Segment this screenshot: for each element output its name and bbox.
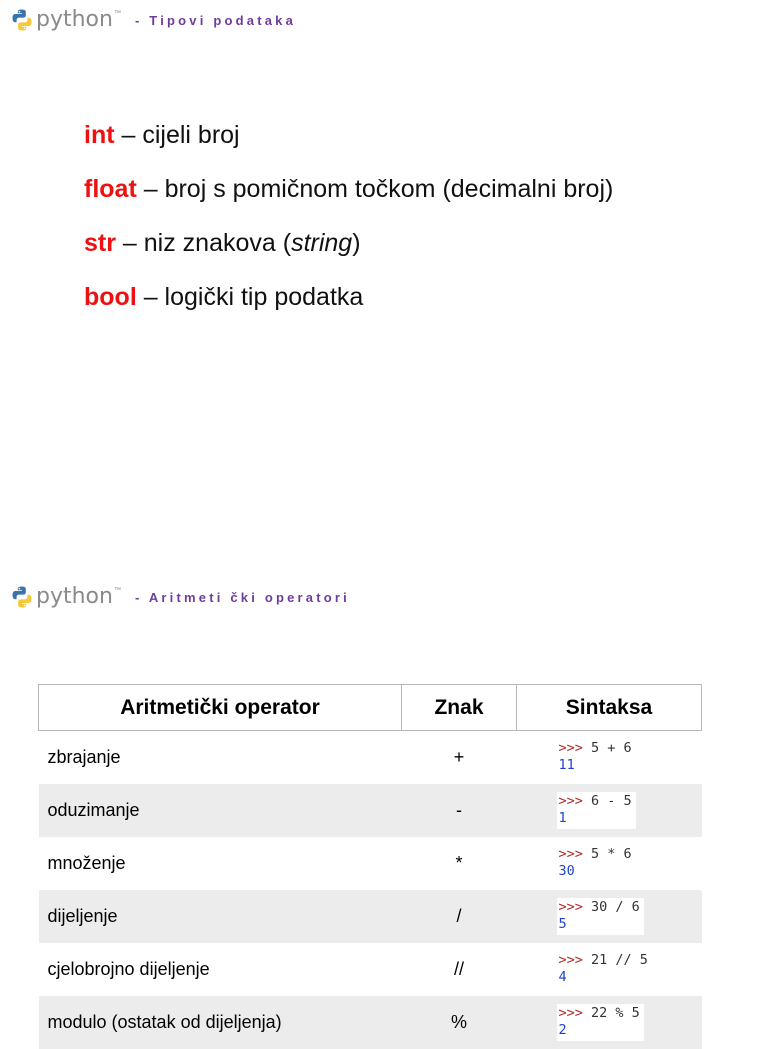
- trademark-mark: ™: [113, 10, 121, 17]
- type-description: – logički tip podatka: [136, 283, 364, 311]
- table-row: [39, 943, 702, 996]
- operator-name: cjelobrojno dijeljenje: [39, 943, 402, 996]
- python-logo-icon: [10, 585, 34, 609]
- type-keyword: str: [84, 229, 116, 257]
- operator-name: oduzimanje: [39, 784, 402, 837]
- operator-name: zbrajanje: [39, 731, 402, 785]
- operator-sign: %: [402, 996, 517, 1049]
- code-snippet: [557, 1004, 644, 1041]
- code-prompt: >>>: [558, 899, 583, 915]
- code-snippet: [557, 792, 636, 829]
- code-result: 2: [558, 1022, 567, 1038]
- table-row: [39, 837, 702, 890]
- table-row: [39, 996, 702, 1049]
- type-description: – niz znakova (: [115, 229, 292, 257]
- slide-header-1: [10, 8, 296, 32]
- type-description-italic: string: [291, 229, 353, 257]
- python-logo: [10, 8, 121, 32]
- code-prompt: >>>: [558, 1005, 583, 1021]
- data-types-list: [84, 108, 613, 324]
- code-prompt: >>>: [558, 952, 583, 968]
- type-line-str: [84, 216, 613, 270]
- slide-title-2: - Aritmeti čki operatori: [134, 589, 350, 605]
- code-result: 1: [558, 810, 567, 826]
- operator-name: množenje: [39, 837, 402, 890]
- code-expression: 22 % 5: [582, 1005, 640, 1021]
- type-description: – cijeli broj: [114, 121, 240, 149]
- python-logo-text: python: [36, 584, 113, 609]
- code-expression: 30 / 6: [582, 899, 640, 915]
- code-snippet: [557, 951, 652, 988]
- code-result: 5: [558, 916, 567, 932]
- table-row: [39, 731, 702, 785]
- type-keyword: int: [84, 121, 115, 149]
- syntax-cell: [517, 837, 702, 890]
- type-keyword: float: [84, 175, 137, 203]
- operator-sign: +: [402, 731, 517, 785]
- python-logo-text: python: [36, 7, 113, 32]
- type-line-bool: [84, 270, 613, 324]
- code-expression: 5 * 6: [582, 846, 632, 862]
- operator-sign: -: [402, 784, 517, 837]
- column-header-operator: Aritmetički operator: [39, 685, 402, 731]
- code-result: 11: [558, 757, 575, 773]
- operator-name: modulo (ostatak od dijeljenja): [39, 996, 402, 1049]
- table-header-row: [39, 685, 702, 731]
- type-description: – broj s pomičnom točkom (decimalni broj): [136, 175, 614, 203]
- code-prompt: >>>: [558, 793, 583, 809]
- python-logo-icon: [10, 8, 34, 32]
- code-expression: 5 + 6: [582, 740, 632, 756]
- code-expression: 6 - 5: [582, 793, 632, 809]
- syntax-cell: [517, 996, 702, 1049]
- type-line-float: [84, 162, 613, 216]
- table-row: [39, 784, 702, 837]
- syntax-cell: [517, 943, 702, 996]
- type-description-end: ): [352, 229, 361, 257]
- syntax-cell: [517, 731, 702, 785]
- column-header-syntax: Sintaksa: [517, 685, 702, 731]
- code-result: 30: [558, 863, 575, 879]
- syntax-cell: [517, 890, 702, 943]
- code-result: 4: [558, 969, 567, 985]
- operator-sign: /: [402, 890, 517, 943]
- trademark-mark: ™: [113, 587, 121, 594]
- code-expression: 21 // 5: [582, 952, 648, 968]
- operator-sign: *: [402, 837, 517, 890]
- operator-name: dijeljenje: [39, 890, 402, 943]
- slide-header-2: [10, 585, 350, 609]
- arithmetic-operators-table: [38, 684, 702, 1049]
- code-prompt: >>>: [558, 740, 583, 756]
- code-snippet: [557, 739, 636, 776]
- syntax-cell: [517, 784, 702, 837]
- column-header-sign: Znak: [402, 685, 517, 731]
- code-snippet: [557, 898, 644, 935]
- code-prompt: >>>: [558, 846, 583, 862]
- slide-title-1: - Tipovi podataka: [134, 12, 297, 28]
- operator-sign: //: [402, 943, 517, 996]
- type-line-int: [84, 108, 613, 162]
- python-logo: [10, 585, 121, 609]
- code-snippet: [557, 845, 636, 882]
- table-row: [39, 890, 702, 943]
- type-keyword: bool: [84, 283, 137, 311]
